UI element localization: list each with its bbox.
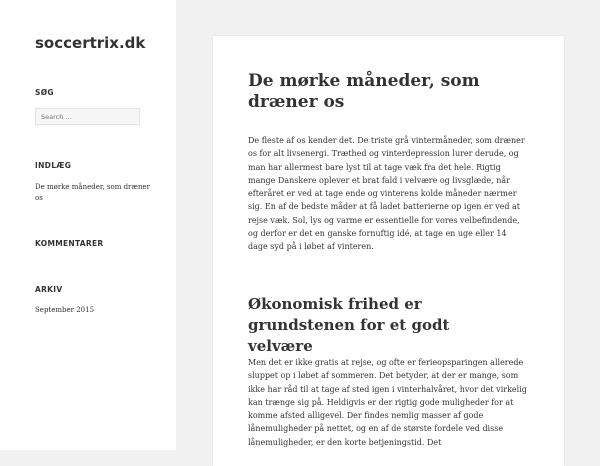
sidebar [0, 0, 176, 450]
post-title[interactable]: De mørke måneder, som dræner os [248, 71, 480, 112]
archive-link[interactable]: September 2015 [35, 306, 95, 314]
recent-post-link[interactable]: De mørke måneder, som dræner os [35, 183, 150, 202]
archive-widget-title: ARKIV [35, 285, 63, 294]
search-input[interactable] [35, 108, 140, 125]
posts-widget-title: INDLÆG [35, 161, 72, 170]
search-widget-title: SØG [35, 88, 54, 97]
post-article [213, 36, 564, 466]
site-title[interactable]: soccertrix.dk [35, 34, 146, 52]
comments-widget-title: KOMMENTARER [35, 239, 104, 248]
post-subheading: Økonomisk frihed er grundstenen for et godt velvære [248, 295, 450, 355]
post-paragraph: De fleste af os kender det. De triste grå vintermåneder, som dræner os for alt livsenergi. Træthed og vinterdepression lurer derude, og man har allermest bare lyst til at tage væk fra det hele. Rigtig mange Danskere oplever et brat fald i velvære og livsglæde, når efteråret er ved at tage ende og vinterens kolde måneder nærmer sig. En af de bedste måder at få ladet batterierne op igen er ved at rejse væk. Sol, lys og varme er essentielle for vores velbefindende, og derfor er det en ganske fornuftig idé, at tage en uge eller 14 dage syd på i løbet af vinteren. [248, 136, 525, 252]
post-paragraph: Men det er ikke gratis at rejse, og ofte er ferieopsparingen allerede sluppet op i løbet af sommeren. Det betyder, at der er mange, som ikke har råd til at tage af sted igen i vinterhalvåret, hvor det virkelig kan trænge sig på. Heldigvis er der rigtig gode muligheder for at komme afsted alligevel. Der findes nemlig masser af gode lånemuligheder på nettet, og en af de største fordele ved disse lånemuligheder, er den korte betjeningstid. Det [248, 358, 527, 447]
